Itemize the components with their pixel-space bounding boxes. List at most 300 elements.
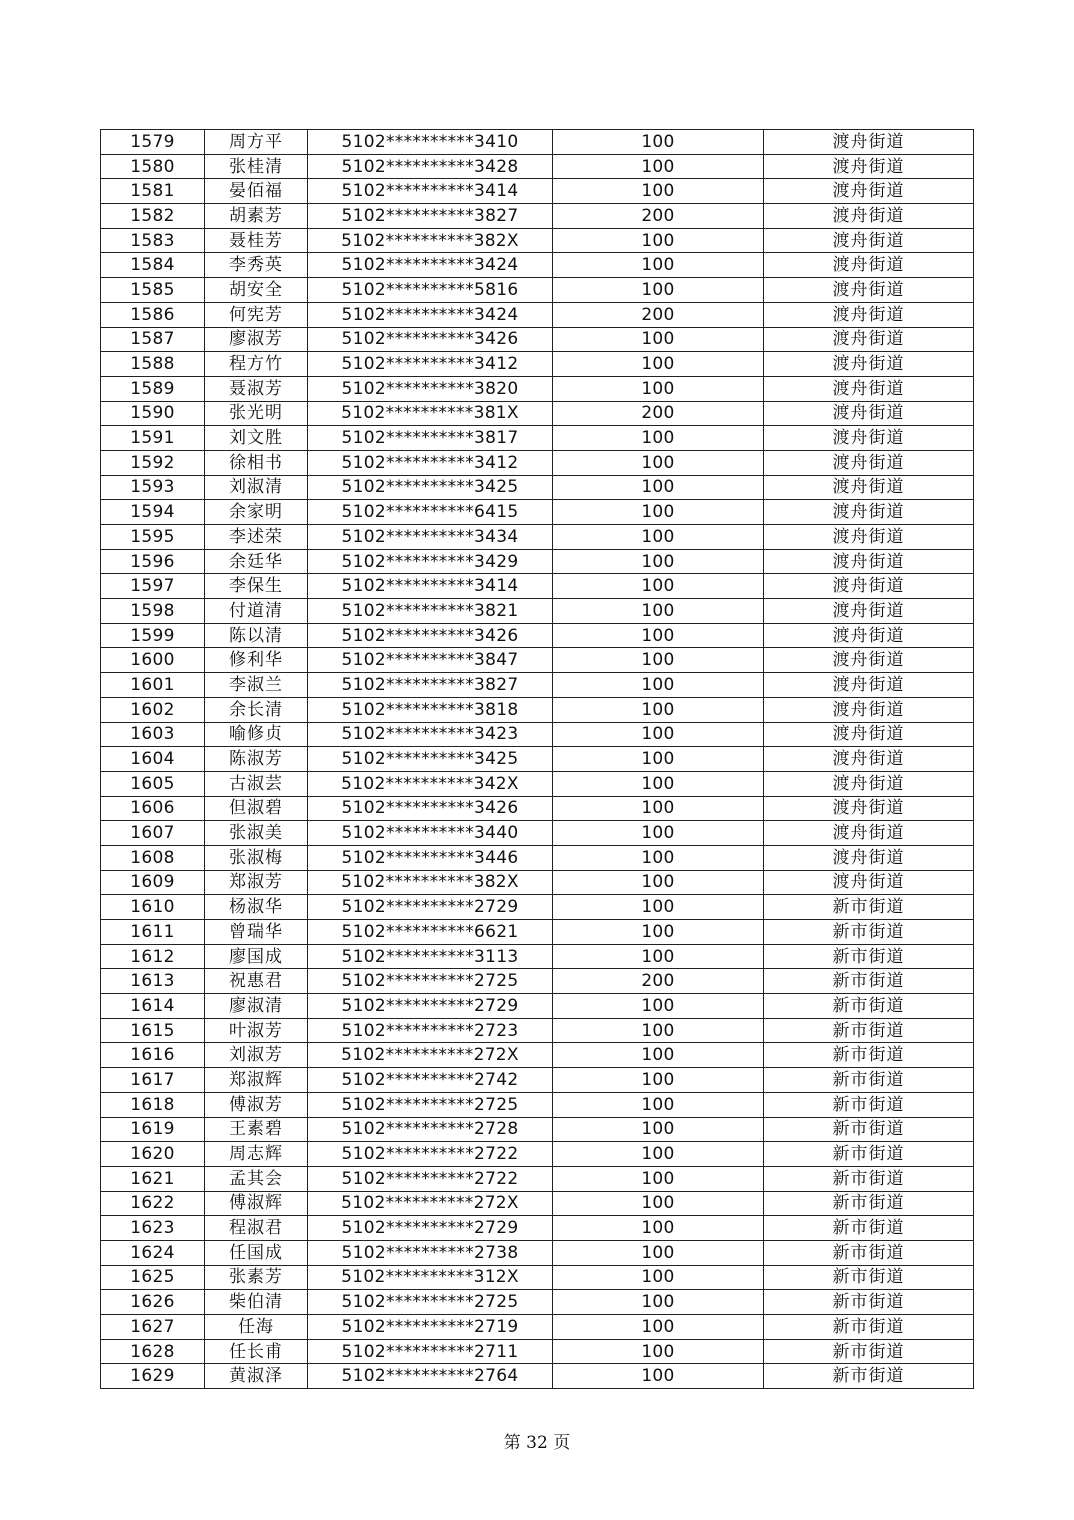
district-cell: 渡舟街道: [764, 278, 974, 303]
table-row: [101, 278, 974, 303]
amount-cell: 100: [553, 327, 764, 352]
row-number-cell: 1593: [101, 475, 205, 500]
district-cell: 新市街道: [764, 944, 974, 969]
district-cell: 渡舟街道: [764, 426, 974, 451]
amount-cell: 100: [553, 599, 764, 624]
amount-cell: 100: [553, 1142, 764, 1167]
table-row: [101, 352, 974, 377]
name-cell: 程淑君: [205, 1216, 308, 1241]
table-row: [101, 944, 974, 969]
table-row: [101, 500, 974, 525]
name-cell: 叶淑芳: [205, 1018, 308, 1043]
name-cell: 陈淑芳: [205, 747, 308, 772]
district-cell: 渡舟街道: [764, 401, 974, 426]
district-cell: 渡舟街道: [764, 525, 974, 550]
table-row: [101, 771, 974, 796]
id-number-cell: 5102**********3429: [308, 549, 553, 574]
id-number-cell: 5102**********382X: [308, 870, 553, 895]
amount-cell: 100: [553, 1166, 764, 1191]
table-row: [101, 426, 974, 451]
row-number-cell: 1625: [101, 1265, 205, 1290]
table-row: [101, 969, 974, 994]
district-cell: 渡舟街道: [764, 870, 974, 895]
row-number-cell: 1591: [101, 426, 205, 451]
amount-cell: 100: [553, 500, 764, 525]
district-cell: 新市街道: [764, 1290, 974, 1315]
table-row: [101, 796, 974, 821]
name-cell: 廖国成: [205, 944, 308, 969]
row-number-cell: 1616: [101, 1043, 205, 1068]
row-number-cell: 1612: [101, 944, 205, 969]
name-cell: 李秀英: [205, 253, 308, 278]
amount-cell: 100: [553, 154, 764, 179]
name-cell: 修利华: [205, 648, 308, 673]
district-cell: 渡舟街道: [764, 253, 974, 278]
district-cell: 新市街道: [764, 1364, 974, 1389]
row-number-cell: 1584: [101, 253, 205, 278]
table-row: [101, 648, 974, 673]
district-cell: 渡舟街道: [764, 623, 974, 648]
district-cell: 新市街道: [764, 969, 974, 994]
name-cell: 余家明: [205, 500, 308, 525]
page-number: 第 32 页: [503, 1433, 571, 1453]
name-cell: 杨淑华: [205, 895, 308, 920]
table-row: [101, 920, 974, 945]
name-cell: 胡素芳: [205, 204, 308, 229]
district-cell: 渡舟街道: [764, 204, 974, 229]
amount-cell: 100: [553, 549, 764, 574]
id-number-cell: 5102**********382X: [308, 228, 553, 253]
row-number-cell: 1580: [101, 154, 205, 179]
district-cell: 渡舟街道: [764, 450, 974, 475]
id-number-cell: 5102**********381X: [308, 401, 553, 426]
amount-cell: 100: [553, 895, 764, 920]
name-cell: 王素碧: [205, 1117, 308, 1142]
amount-cell: 100: [553, 623, 764, 648]
amount-cell: 100: [553, 525, 764, 550]
row-number-cell: 1597: [101, 574, 205, 599]
district-cell: 新市街道: [764, 1315, 974, 1340]
amount-cell: 100: [553, 1265, 764, 1290]
id-number-cell: 5102**********2719: [308, 1315, 553, 1340]
id-number-cell: 5102**********3113: [308, 944, 553, 969]
row-number-cell: 1605: [101, 771, 205, 796]
id-number-cell: 5102**********2723: [308, 1018, 553, 1043]
district-cell: 渡舟街道: [764, 747, 974, 772]
district-cell: 渡舟街道: [764, 302, 974, 327]
name-cell: 刘淑清: [205, 475, 308, 500]
district-cell: 新市街道: [764, 1216, 974, 1241]
id-number-cell: 5102**********2729: [308, 994, 553, 1019]
table-row: [101, 525, 974, 550]
name-cell: 李保生: [205, 574, 308, 599]
district-cell: 渡舟街道: [764, 475, 974, 500]
name-cell: 廖淑芳: [205, 327, 308, 352]
amount-cell: 100: [553, 944, 764, 969]
table-row: [101, 130, 974, 155]
table-row: [101, 1191, 974, 1216]
table-row: [101, 1240, 974, 1265]
row-number-cell: 1623: [101, 1216, 205, 1241]
name-cell: 张光明: [205, 401, 308, 426]
row-number-cell: 1594: [101, 500, 205, 525]
id-number-cell: 5102**********3412: [308, 450, 553, 475]
id-number-cell: 5102**********3425: [308, 747, 553, 772]
amount-cell: 100: [553, 475, 764, 500]
district-cell: 渡舟街道: [764, 327, 974, 352]
amount-cell: 100: [553, 1068, 764, 1093]
table-body: [101, 130, 974, 1389]
id-number-cell: 5102**********3410: [308, 130, 553, 155]
name-cell: 周方平: [205, 130, 308, 155]
amount-cell: 100: [553, 771, 764, 796]
name-cell: 刘文胜: [205, 426, 308, 451]
row-number-cell: 1595: [101, 525, 205, 550]
id-number-cell: 5102**********2722: [308, 1166, 553, 1191]
amount-cell: 100: [553, 352, 764, 377]
amount-cell: 100: [553, 1043, 764, 1068]
amount-cell: 100: [553, 722, 764, 747]
amount-cell: 100: [553, 130, 764, 155]
table-row: [101, 154, 974, 179]
district-cell: 渡舟街道: [764, 796, 974, 821]
id-number-cell: 5102**********3440: [308, 821, 553, 846]
amount-cell: 100: [553, 1290, 764, 1315]
amount-cell: 100: [553, 450, 764, 475]
id-number-cell: 5102**********2728: [308, 1117, 553, 1142]
table-row: [101, 1364, 974, 1389]
data-table: [100, 129, 974, 1389]
row-number-cell: 1626: [101, 1290, 205, 1315]
id-number-cell: 5102**********3821: [308, 599, 553, 624]
district-cell: 渡舟街道: [764, 697, 974, 722]
row-number-cell: 1606: [101, 796, 205, 821]
id-number-cell: 5102**********3818: [308, 697, 553, 722]
row-number-cell: 1627: [101, 1315, 205, 1340]
name-cell: 晏佰福: [205, 179, 308, 204]
table-row: [101, 623, 974, 648]
name-cell: 古淑芸: [205, 771, 308, 796]
name-cell: 傅淑辉: [205, 1191, 308, 1216]
table-row: [101, 1216, 974, 1241]
id-number-cell: 5102**********2722: [308, 1142, 553, 1167]
amount-cell: 100: [553, 1339, 764, 1364]
amount-cell: 200: [553, 302, 764, 327]
table-row: [101, 1290, 974, 1315]
district-cell: 渡舟街道: [764, 771, 974, 796]
district-cell: 渡舟街道: [764, 500, 974, 525]
row-number-cell: 1585: [101, 278, 205, 303]
row-number-cell: 1588: [101, 352, 205, 377]
row-number-cell: 1620: [101, 1142, 205, 1167]
id-number-cell: 5102**********312X: [308, 1265, 553, 1290]
row-number-cell: 1621: [101, 1166, 205, 1191]
row-number-cell: 1579: [101, 130, 205, 155]
row-number-cell: 1611: [101, 920, 205, 945]
name-cell: 余廷华: [205, 549, 308, 574]
district-cell: 渡舟街道: [764, 179, 974, 204]
amount-cell: 200: [553, 969, 764, 994]
id-number-cell: 5102**********3446: [308, 845, 553, 870]
row-number-cell: 1604: [101, 747, 205, 772]
amount-cell: 100: [553, 1315, 764, 1340]
district-cell: 新市街道: [764, 1265, 974, 1290]
id-number-cell: 5102**********272X: [308, 1191, 553, 1216]
amount-cell: 100: [553, 253, 764, 278]
id-number-cell: 5102**********3426: [308, 623, 553, 648]
row-number-cell: 1602: [101, 697, 205, 722]
row-number-cell: 1603: [101, 722, 205, 747]
name-cell: 郑淑辉: [205, 1068, 308, 1093]
id-number-cell: 5102**********6621: [308, 920, 553, 945]
id-number-cell: 5102**********3426: [308, 327, 553, 352]
row-number-cell: 1624: [101, 1240, 205, 1265]
table-row: [101, 376, 974, 401]
name-cell: 刘淑芳: [205, 1043, 308, 1068]
name-cell: 喻修贞: [205, 722, 308, 747]
name-cell: 张淑梅: [205, 845, 308, 870]
amount-cell: 100: [553, 747, 764, 772]
district-cell: 渡舟街道: [764, 648, 974, 673]
name-cell: 但淑碧: [205, 796, 308, 821]
name-cell: 周志辉: [205, 1142, 308, 1167]
row-number-cell: 1609: [101, 870, 205, 895]
row-number-cell: 1619: [101, 1117, 205, 1142]
amount-cell: 200: [553, 401, 764, 426]
id-number-cell: 5102**********2725: [308, 1290, 553, 1315]
row-number-cell: 1599: [101, 623, 205, 648]
table-row: [101, 1018, 974, 1043]
row-number-cell: 1600: [101, 648, 205, 673]
district-cell: 渡舟街道: [764, 376, 974, 401]
id-number-cell: 5102**********3827: [308, 673, 553, 698]
amount-cell: 100: [553, 278, 764, 303]
district-cell: 渡舟街道: [764, 228, 974, 253]
name-cell: 李述荣: [205, 525, 308, 550]
row-number-cell: 1582: [101, 204, 205, 229]
table-row: [101, 1265, 974, 1290]
district-cell: 渡舟街道: [764, 130, 974, 155]
name-cell: 任海: [205, 1315, 308, 1340]
table-row: [101, 994, 974, 1019]
amount-cell: 100: [553, 994, 764, 1019]
amount-cell: 100: [553, 1240, 764, 1265]
table-row: [101, 673, 974, 698]
table-row: [101, 870, 974, 895]
id-number-cell: 5102**********2764: [308, 1364, 553, 1389]
amount-cell: 100: [553, 697, 764, 722]
amount-cell: 200: [553, 204, 764, 229]
id-number-cell: 5102**********5816: [308, 278, 553, 303]
id-number-cell: 5102**********3426: [308, 796, 553, 821]
table-row: [101, 475, 974, 500]
name-cell: 张淑美: [205, 821, 308, 846]
table-row: [101, 1166, 974, 1191]
name-cell: 张素芳: [205, 1265, 308, 1290]
id-number-cell: 5102**********3414: [308, 574, 553, 599]
table-row: [101, 549, 974, 574]
name-cell: 徐相书: [205, 450, 308, 475]
table-row: [101, 327, 974, 352]
table-row: [101, 895, 974, 920]
table-row: [101, 747, 974, 772]
name-cell: 程方竹: [205, 352, 308, 377]
id-number-cell: 5102**********2738: [308, 1240, 553, 1265]
row-number-cell: 1629: [101, 1364, 205, 1389]
name-cell: 聂桂芳: [205, 228, 308, 253]
table-row: [101, 574, 974, 599]
district-cell: 渡舟街道: [764, 352, 974, 377]
district-cell: 新市街道: [764, 994, 974, 1019]
district-cell: 新市街道: [764, 1018, 974, 1043]
row-number-cell: 1596: [101, 549, 205, 574]
table-row: [101, 845, 974, 870]
amount-cell: 100: [553, 574, 764, 599]
amount-cell: 100: [553, 1364, 764, 1389]
table-row: [101, 228, 974, 253]
name-cell: 付道清: [205, 599, 308, 624]
name-cell: 胡安全: [205, 278, 308, 303]
amount-cell: 100: [553, 1092, 764, 1117]
amount-cell: 100: [553, 1018, 764, 1043]
amount-cell: 100: [553, 1117, 764, 1142]
id-number-cell: 5102**********272X: [308, 1043, 553, 1068]
table-row: [101, 1315, 974, 1340]
amount-cell: 100: [553, 426, 764, 451]
district-cell: 新市街道: [764, 895, 974, 920]
id-number-cell: 5102**********342X: [308, 771, 553, 796]
row-number-cell: 1628: [101, 1339, 205, 1364]
amount-cell: 100: [553, 673, 764, 698]
row-number-cell: 1592: [101, 450, 205, 475]
row-number-cell: 1610: [101, 895, 205, 920]
name-cell: 廖淑清: [205, 994, 308, 1019]
id-number-cell: 5102**********3412: [308, 352, 553, 377]
table-row: [101, 450, 974, 475]
district-cell: 渡舟街道: [764, 574, 974, 599]
district-cell: 新市街道: [764, 1339, 974, 1364]
row-number-cell: 1615: [101, 1018, 205, 1043]
row-number-cell: 1586: [101, 302, 205, 327]
district-cell: 渡舟街道: [764, 722, 974, 747]
table-row: [101, 1043, 974, 1068]
name-cell: 柴伯清: [205, 1290, 308, 1315]
name-cell: 祝惠君: [205, 969, 308, 994]
district-cell: 新市街道: [764, 1240, 974, 1265]
amount-cell: 100: [553, 648, 764, 673]
table-row: [101, 1092, 974, 1117]
id-number-cell: 5102**********6415: [308, 500, 553, 525]
name-cell: 李淑兰: [205, 673, 308, 698]
id-number-cell: 5102**********3424: [308, 302, 553, 327]
name-cell: 张桂清: [205, 154, 308, 179]
row-number-cell: 1589: [101, 376, 205, 401]
row-number-cell: 1617: [101, 1068, 205, 1093]
table-row: [101, 1142, 974, 1167]
table-row: [101, 599, 974, 624]
row-number-cell: 1618: [101, 1092, 205, 1117]
id-number-cell: 5102**********2742: [308, 1068, 553, 1093]
id-number-cell: 5102**********3434: [308, 525, 553, 550]
id-number-cell: 5102**********3847: [308, 648, 553, 673]
amount-cell: 100: [553, 179, 764, 204]
row-number-cell: 1613: [101, 969, 205, 994]
name-cell: 陈以清: [205, 623, 308, 648]
row-number-cell: 1614: [101, 994, 205, 1019]
amount-cell: 100: [553, 1191, 764, 1216]
name-cell: 黄淑泽: [205, 1364, 308, 1389]
id-number-cell: 5102**********2711: [308, 1339, 553, 1364]
table-row: [101, 1068, 974, 1093]
table-row: [101, 1117, 974, 1142]
amount-cell: 100: [553, 821, 764, 846]
table-row: [101, 1339, 974, 1364]
row-number-cell: 1581: [101, 179, 205, 204]
district-cell: 新市街道: [764, 1092, 974, 1117]
table-row: [101, 253, 974, 278]
data-table-container: [100, 129, 973, 1389]
table-row: [101, 179, 974, 204]
district-cell: 渡舟街道: [764, 599, 974, 624]
district-cell: 渡舟街道: [764, 673, 974, 698]
id-number-cell: 5102**********2729: [308, 895, 553, 920]
district-cell: 新市街道: [764, 1043, 974, 1068]
amount-cell: 100: [553, 228, 764, 253]
row-number-cell: 1590: [101, 401, 205, 426]
id-number-cell: 5102**********2725: [308, 1092, 553, 1117]
amount-cell: 100: [553, 376, 764, 401]
name-cell: 任国成: [205, 1240, 308, 1265]
row-number-cell: 1608: [101, 845, 205, 870]
name-cell: 任长甫: [205, 1339, 308, 1364]
district-cell: 新市街道: [764, 1191, 974, 1216]
district-cell: 渡舟街道: [764, 154, 974, 179]
id-number-cell: 5102**********2729: [308, 1216, 553, 1241]
table-row: [101, 204, 974, 229]
id-number-cell: 5102**********3428: [308, 154, 553, 179]
id-number-cell: 5102**********3827: [308, 204, 553, 229]
table-row: [101, 302, 974, 327]
name-cell: 孟其会: [205, 1166, 308, 1191]
name-cell: 余长清: [205, 697, 308, 722]
amount-cell: 100: [553, 1216, 764, 1241]
row-number-cell: 1587: [101, 327, 205, 352]
district-cell: 新市街道: [764, 1142, 974, 1167]
district-cell: 新市街道: [764, 1117, 974, 1142]
id-number-cell: 5102**********3820: [308, 376, 553, 401]
id-number-cell: 5102**********2725: [308, 969, 553, 994]
name-cell: 曾瑞华: [205, 920, 308, 945]
id-number-cell: 5102**********3817: [308, 426, 553, 451]
id-number-cell: 5102**********3414: [308, 179, 553, 204]
id-number-cell: 5102**********3425: [308, 475, 553, 500]
amount-cell: 100: [553, 920, 764, 945]
table-row: [101, 697, 974, 722]
row-number-cell: 1622: [101, 1191, 205, 1216]
district-cell: 新市街道: [764, 1166, 974, 1191]
amount-cell: 100: [553, 870, 764, 895]
row-number-cell: 1601: [101, 673, 205, 698]
table-row: [101, 821, 974, 846]
amount-cell: 100: [553, 845, 764, 870]
district-cell: 渡舟街道: [764, 821, 974, 846]
name-cell: 何宪芳: [205, 302, 308, 327]
row-number-cell: 1607: [101, 821, 205, 846]
name-cell: 郑淑芳: [205, 870, 308, 895]
name-cell: 聂淑芳: [205, 376, 308, 401]
district-cell: 渡舟街道: [764, 549, 974, 574]
district-cell: 新市街道: [764, 920, 974, 945]
